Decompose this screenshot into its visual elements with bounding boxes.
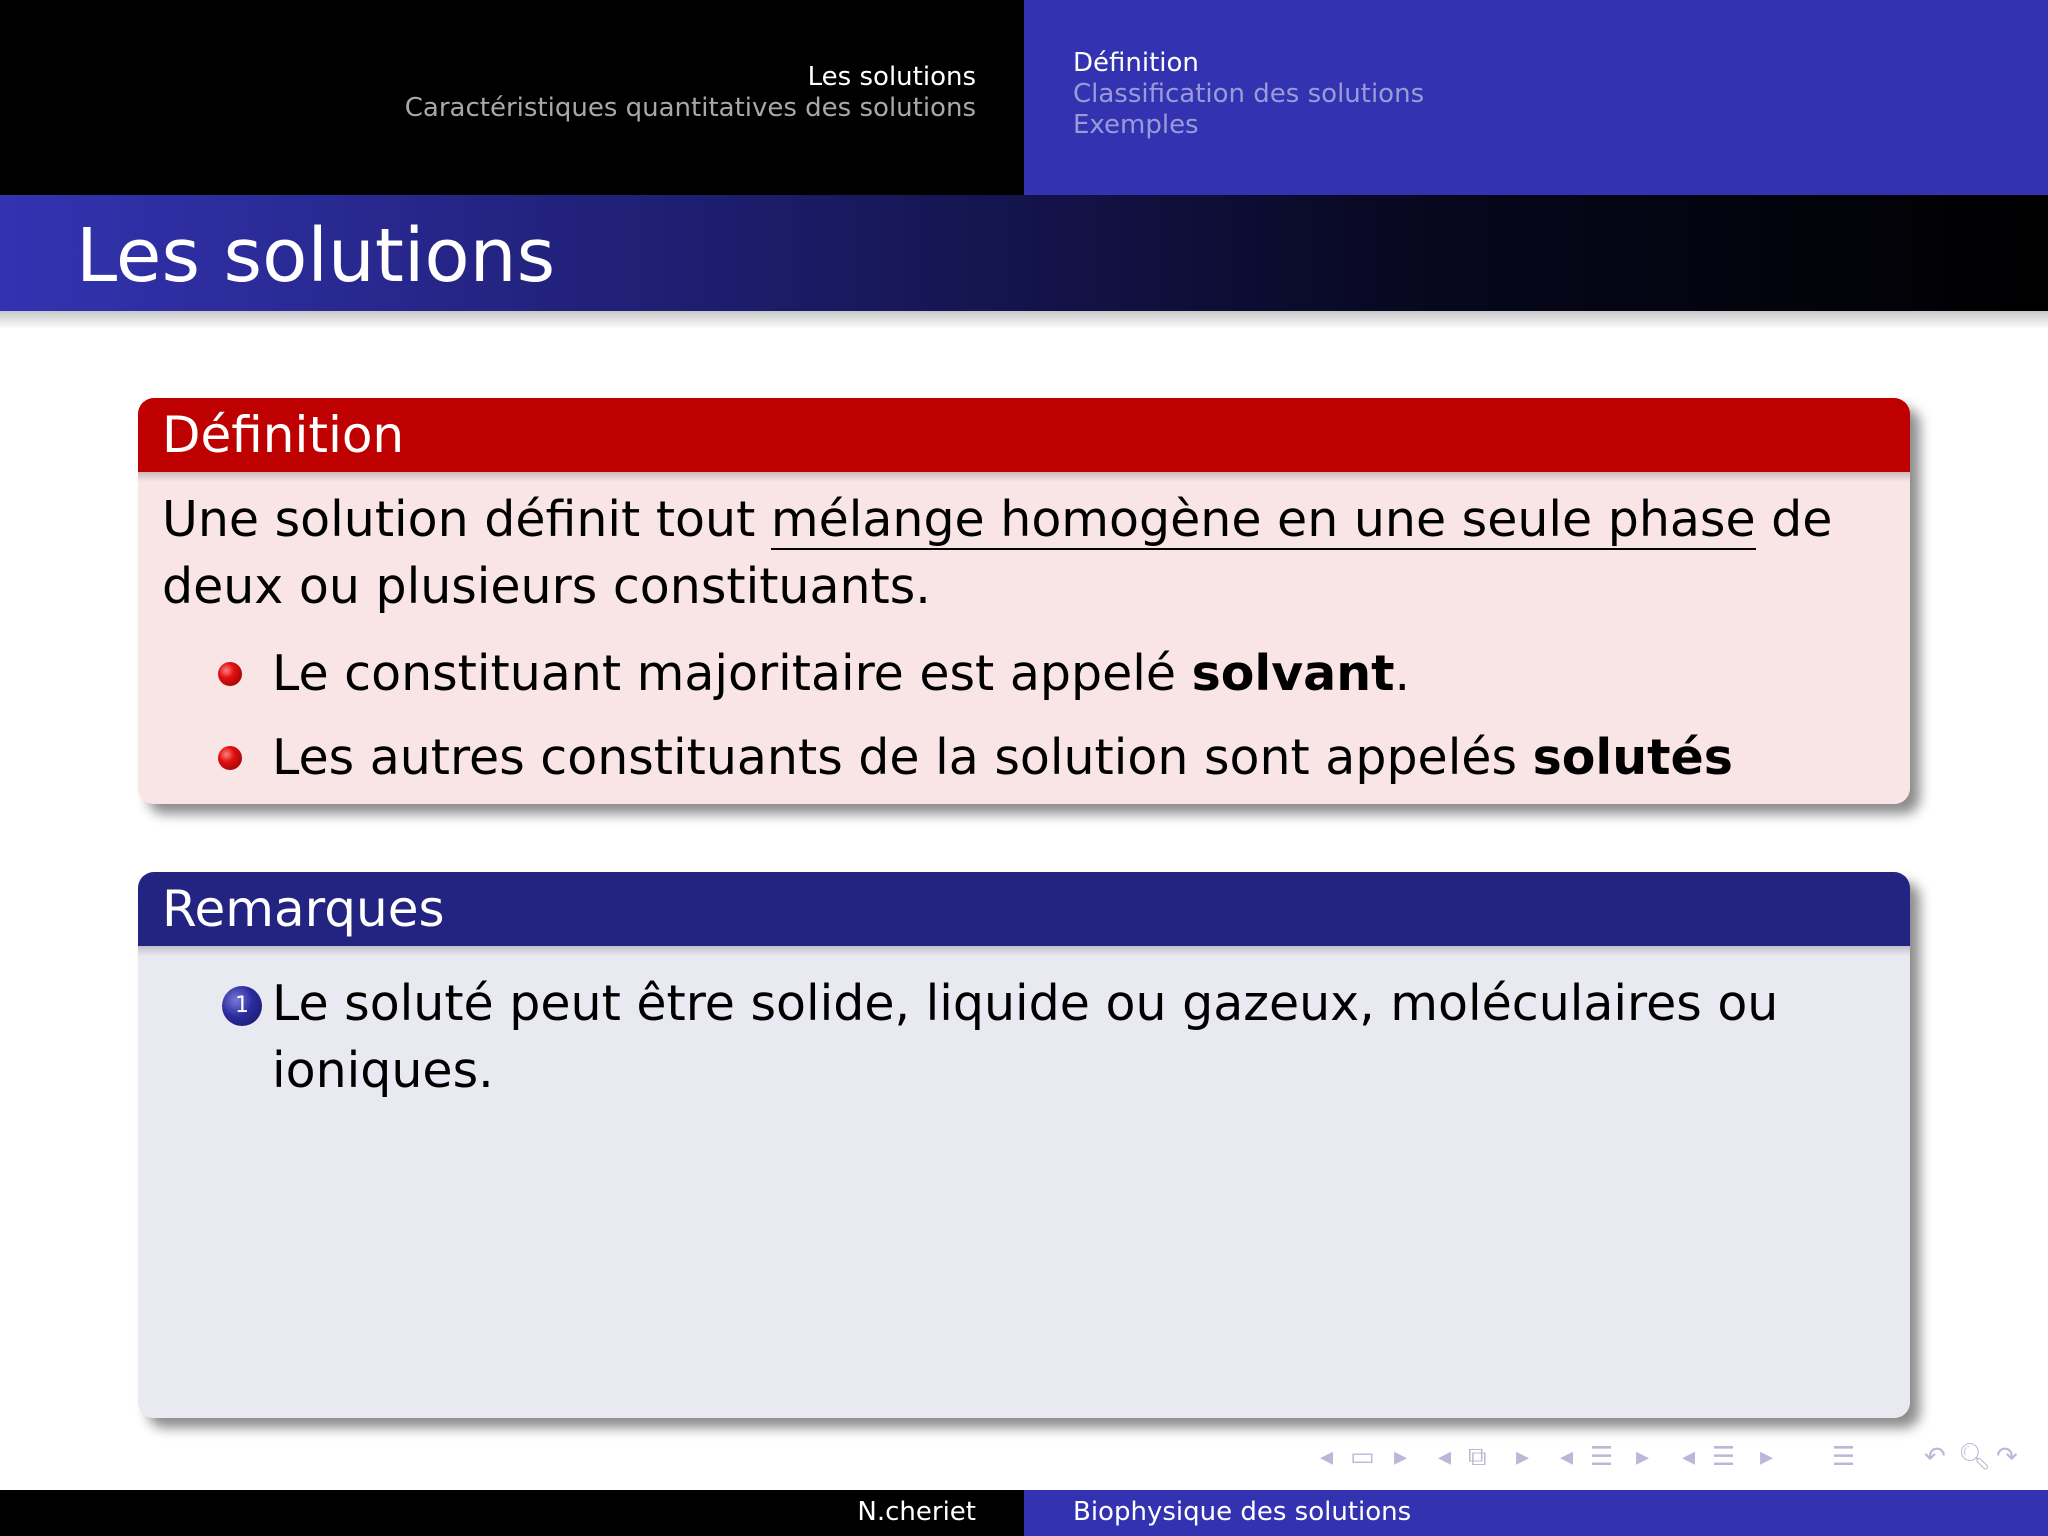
nav-left-icon[interactable]: ◂ [1320, 1442, 1334, 1472]
header-sections [0, 0, 1024, 195]
header-subsection-current[interactable]: Définition [1073, 48, 1199, 78]
presentation-icon[interactable]: ☰ [1712, 1442, 1736, 1472]
list-item-text: Le soluté peut être solide, liquide ou gazeux, moléculaires ou ioniques. [272, 975, 1779, 1099]
definition-text-start: Une solution définit tout [162, 491, 771, 548]
header-subsection[interactable]: Exemples [1073, 110, 1199, 140]
remarks-list [162, 970, 1886, 1104]
nav-left-icon[interactable]: ◂ [1560, 1442, 1574, 1472]
bullet-icon [218, 662, 242, 686]
nav-right-icon[interactable]: ▸ [1760, 1442, 1774, 1472]
section-icon[interactable]: ☰ [1590, 1442, 1614, 1472]
forward-icon[interactable]: ↷ [1996, 1442, 2018, 1472]
remarks-body [138, 946, 1910, 1418]
list-item [162, 716, 1886, 800]
appendix-icon[interactable]: ☰ [1832, 1442, 1856, 1472]
frame-icon[interactable]: ▭ [1350, 1442, 1375, 1472]
frame-title-bar [0, 195, 2048, 311]
list-item-bold: solvant [1191, 645, 1395, 702]
search-icon[interactable]: 🔍︎ [1958, 1442, 1992, 1472]
definition-list [162, 632, 1886, 800]
navigation-symbols [1310, 1442, 2030, 1478]
nav-right-icon[interactable]: ▸ [1636, 1442, 1650, 1472]
footer-author-bar [0, 1490, 1024, 1536]
list-item-text: Le constituant majoritaire est appelé [272, 645, 1192, 702]
list-item-text: Les autres constituants de la solution sont appelés [272, 729, 1533, 786]
title-shadow [0, 311, 2048, 329]
nav-right-icon[interactable]: ▸ [1516, 1442, 1530, 1472]
back-icon[interactable]: ↶ [1924, 1442, 1946, 1472]
definition-text [162, 486, 1886, 620]
remarks-heading: Remarques [138, 872, 1910, 946]
footer-author: N.cheriet [857, 1497, 976, 1527]
list-item-punct: . [1394, 645, 1411, 702]
header-next-section[interactable]: Caractéristiques quantitatives des solutions [404, 93, 976, 123]
bullet-icon [218, 746, 242, 770]
definition-heading: Définition [138, 398, 1910, 472]
frame-title: Les solutions [76, 213, 556, 299]
header-subsection[interactable]: Classification des solutions [1073, 79, 1425, 109]
list-item-bold: solutés [1532, 729, 1733, 786]
list-item [162, 970, 1832, 1104]
footer-title-bar [1024, 1490, 2048, 1536]
definition-block [138, 398, 1910, 804]
list-item [162, 632, 1886, 716]
subsection-icon[interactable]: ⧉ [1468, 1442, 1487, 1472]
nav-left-icon[interactable]: ◂ [1682, 1442, 1696, 1472]
enumeration-badge: 1 [222, 986, 262, 1026]
nav-left-icon[interactable]: ◂ [1438, 1442, 1452, 1472]
header-current-section[interactable]: Les solutions [807, 62, 976, 92]
definition-text-end: de deux ou plusieurs constituants. [162, 491, 1833, 615]
definition-underlined-text: mélange homogène en une seule phase [770, 491, 1756, 548]
header-subsections [1024, 0, 2048, 195]
nav-right-icon[interactable]: ▸ [1394, 1442, 1408, 1472]
remarks-block [138, 872, 1910, 1418]
footer-title: Biophysique des solutions [1073, 1497, 1412, 1527]
definition-body [138, 472, 1910, 804]
